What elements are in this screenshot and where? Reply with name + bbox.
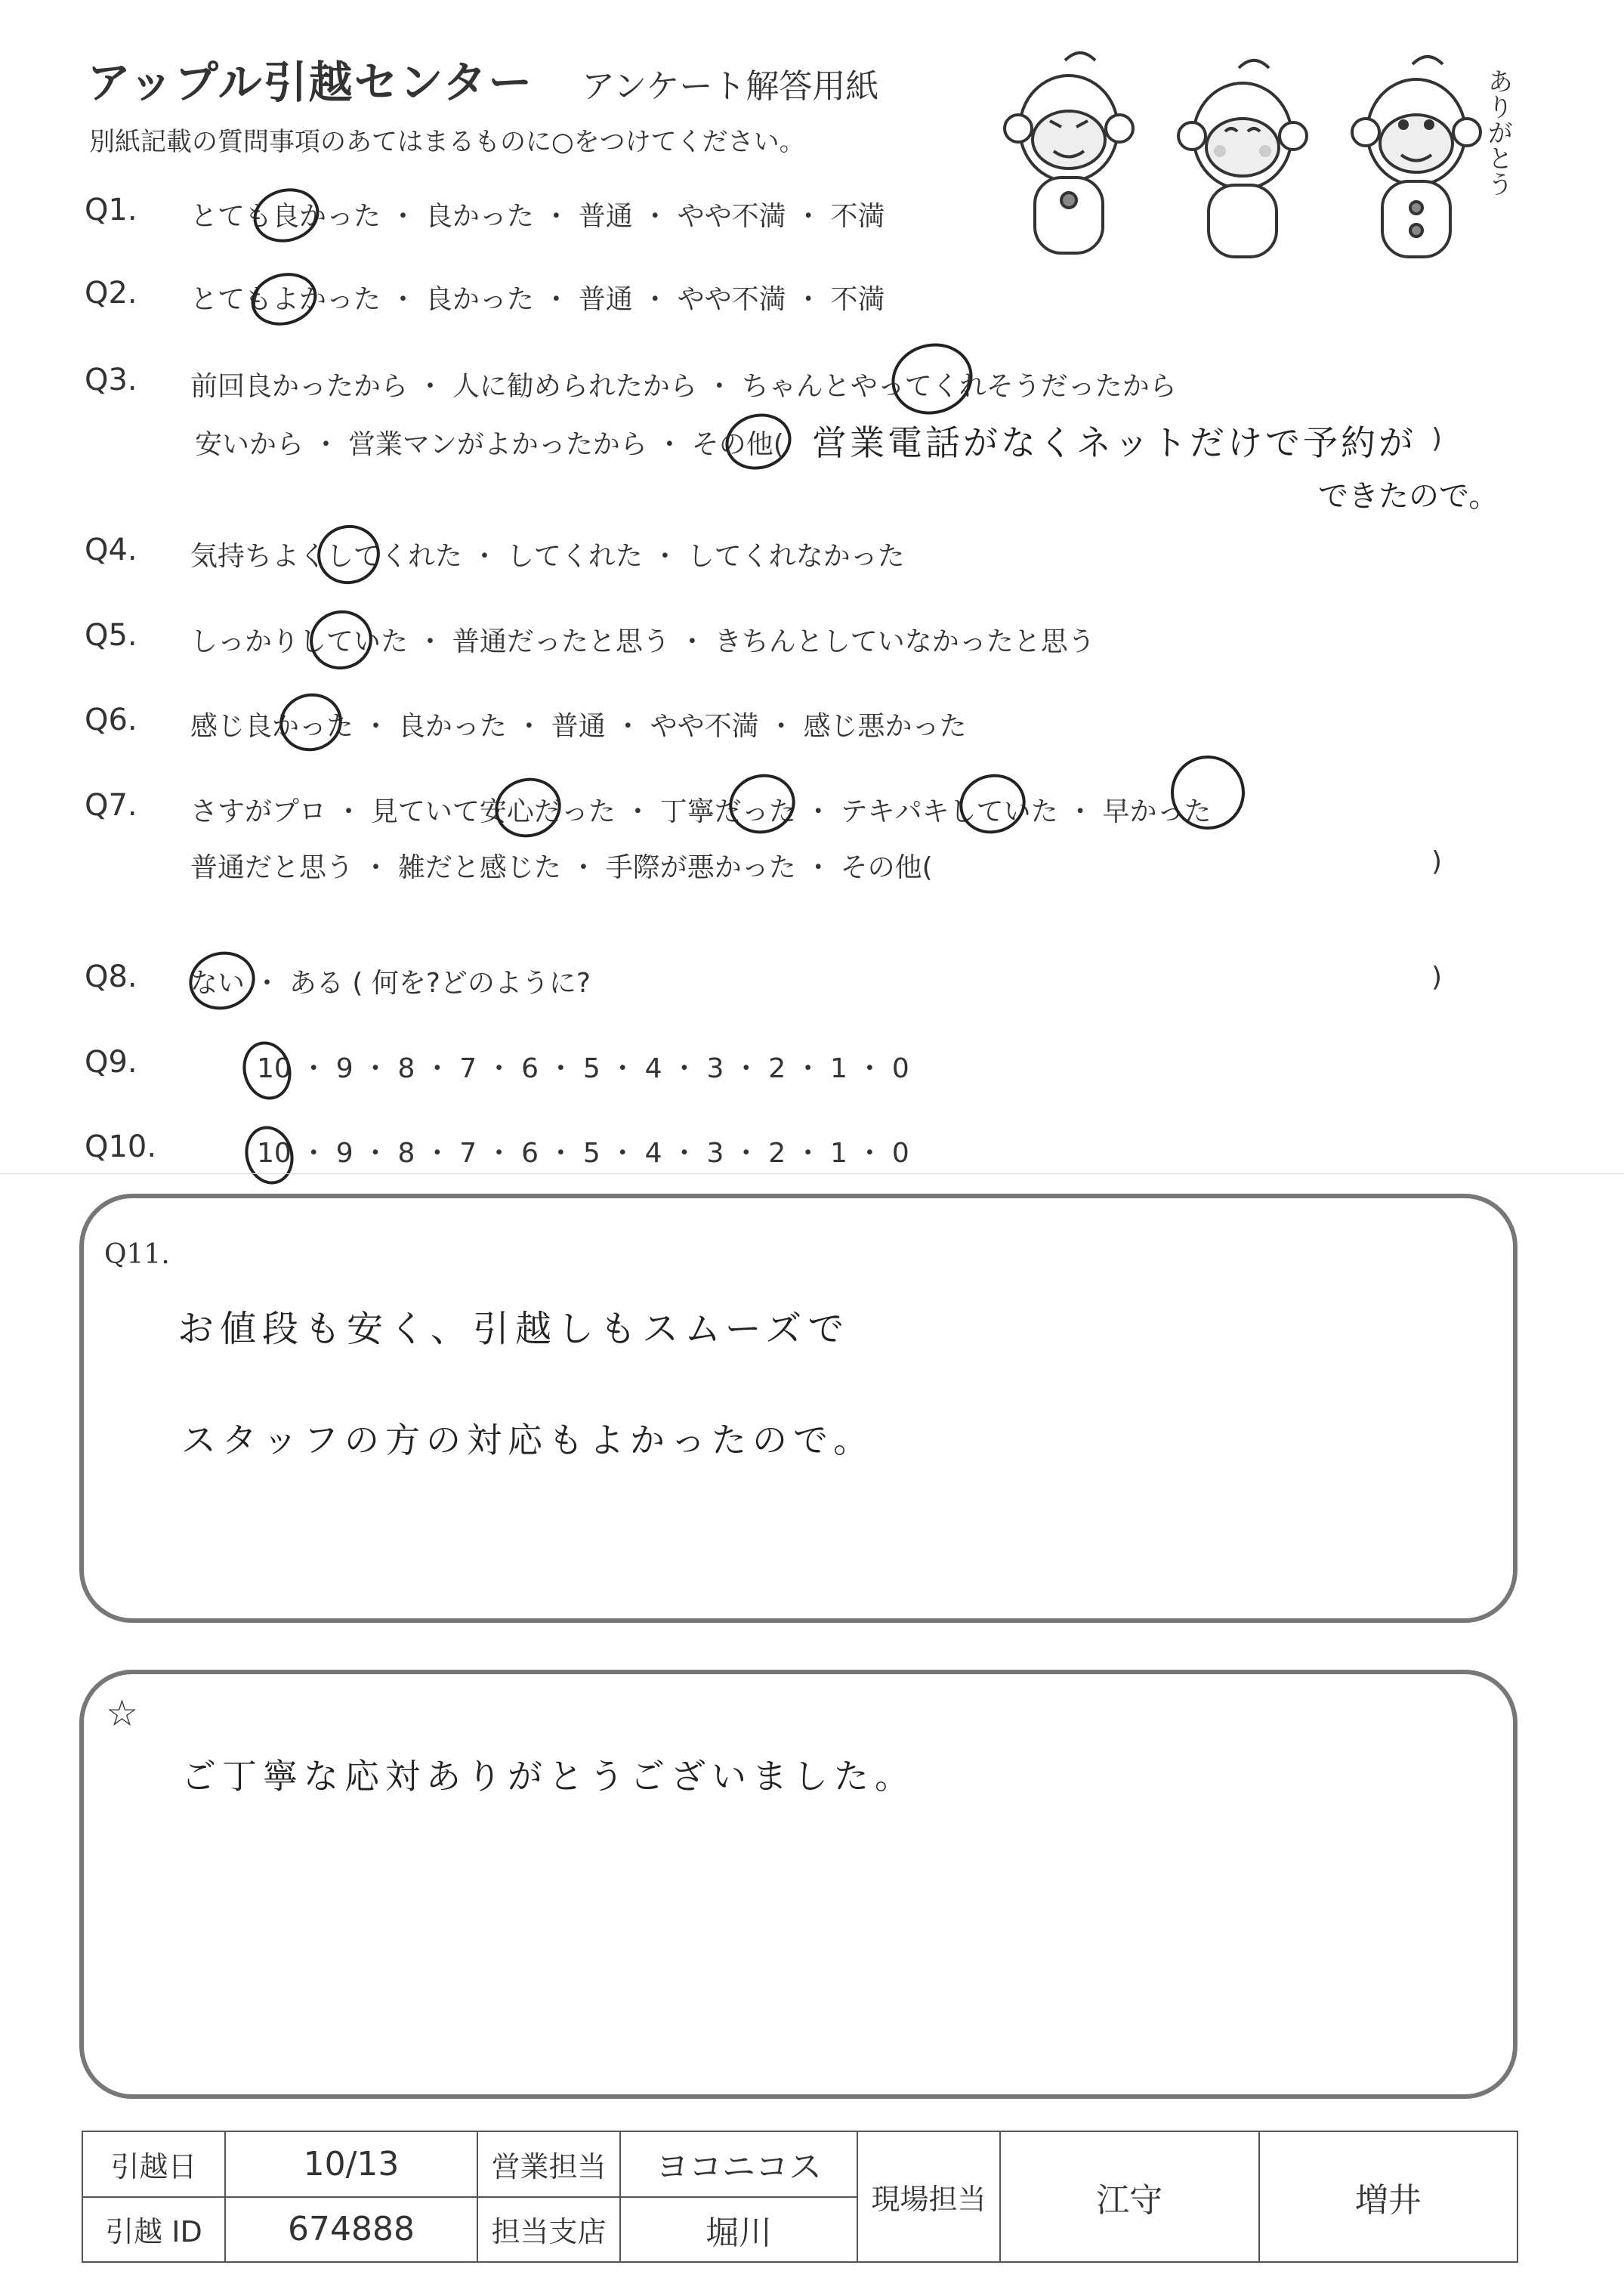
q11-answer-box	[79, 1194, 1517, 1623]
answer-circle-q7-b	[722, 767, 801, 841]
q3-close-paren: )	[1431, 423, 1443, 454]
sales-rep-label: 営業担当	[477, 2131, 620, 2197]
answer-circle-q2	[245, 266, 323, 332]
q7-close-paren: )	[1431, 846, 1443, 877]
footer-info-table	[82, 2131, 1518, 2263]
answer-circle-q9	[236, 1036, 298, 1105]
q3-label: Q3.	[85, 363, 137, 397]
q3-options-2: 安いから ・ 営業マンがよかったから ・ その他(	[195, 429, 784, 460]
answer-circle-q4	[310, 518, 386, 592]
q3-other-answer: 営業電話がなくネットだけで予約が	[812, 422, 1416, 463]
field-staff-label: 現場担当	[857, 2131, 1000, 2262]
q10-label: Q10.	[85, 1130, 157, 1164]
answer-circle-q6	[273, 687, 349, 759]
q9-label: Q9.	[85, 1045, 137, 1080]
q10-options: 10 ・ 9 ・ 8 ・ 7 ・ 6 ・ 5 ・ 4 ・ 3 ・ 2 ・ 1 ・ 0	[257, 1138, 909, 1169]
answer-circle-q7-a	[488, 771, 567, 845]
answer-circle-q3-other	[719, 406, 798, 477]
answer-circle-q5	[303, 604, 378, 677]
company-name: アップル引越センター	[87, 57, 534, 108]
q11-answer-line-1: お値段も安く、引越しもスムーズで	[178, 1308, 851, 1350]
q4-label: Q4.	[85, 533, 137, 567]
q5-label: Q5.	[85, 618, 137, 653]
q1-options: とても良かった ・ 良かった ・ 普通 ・ やや不満 ・ 不満	[190, 201, 885, 232]
comment-text: ご丁寧な応対ありがとうございました。	[181, 1756, 915, 1797]
fold-line	[0, 1173, 1624, 1174]
branch-label: 担当支店	[477, 2197, 620, 2263]
q5-options: しっかりしていた ・ 普通だったと思う ・ きちんとしていなかったと思う	[190, 626, 1095, 657]
q1-label: Q1.	[85, 193, 137, 227]
mascot-illustration	[982, 45, 1526, 264]
q7-label: Q7.	[85, 788, 137, 823]
q3-options: 前回良かったから ・ 人に勧められたから ・ ちゃんとやってくれそうだったから	[190, 371, 1177, 402]
field-staff-value-2: 増井	[1259, 2131, 1518, 2262]
q7-options: さすがプロ ・ 見ていて安心だった ・ 丁寧だった ・ テキパキしていた ・ 早かった	[190, 796, 1212, 827]
q9-options: 10 ・ 9 ・ 8 ・ 7 ・ 6 ・ 5 ・ 4 ・ 3 ・ 2 ・ 1 ・ 0	[257, 1053, 909, 1084]
answer-circle-q7-c	[952, 767, 1032, 841]
field-staff-value-1: 江守	[1000, 2131, 1259, 2262]
move-id-value: 674888	[225, 2197, 477, 2263]
q6-options: 感じ良かった ・ 良かった ・ 普通 ・ やや不満 ・ 感じ悪かった	[190, 711, 967, 742]
q11-label: Q11.	[104, 1239, 170, 1270]
q8-close-paren: )	[1431, 962, 1443, 993]
star-icon: ☆	[106, 1692, 139, 1735]
q8-options: ない ・ ある ( 何を?どのように?	[190, 968, 591, 999]
q7-options-2: 普通だと思う ・ 雑だと感じた ・ 手際が悪かった ・ その他(	[190, 852, 933, 883]
q6-label: Q6.	[85, 703, 137, 737]
q2-options: とてもよかった ・ 良かった ・ 普通 ・ やや不満 ・ 不満	[190, 284, 885, 315]
mascot-caption: ありがとう	[1483, 68, 1513, 196]
branch-value: 堀川	[620, 2197, 857, 2263]
form-title: アンケート解答用紙	[582, 67, 879, 106]
q11-answer-line-2: スタッフの方の対応もよかったので。	[181, 1420, 875, 1460]
q3-other-answer-2: できたので。	[1318, 479, 1499, 514]
move-date-label: 引越日	[82, 2131, 225, 2197]
q8-label: Q8.	[85, 960, 137, 994]
q2-label: Q2.	[85, 276, 137, 311]
comment-box	[79, 1670, 1517, 2099]
answer-circle-q10	[239, 1120, 300, 1190]
answer-circle-q3	[884, 335, 980, 424]
move-date-value: 10/13	[225, 2131, 477, 2197]
move-id-label: 引越 ID	[82, 2197, 225, 2263]
instructions: 別紙記載の質問事項のあてはまるものに○をつけてください。	[89, 127, 805, 157]
sales-rep-value: ヨコニコス	[620, 2131, 857, 2197]
q4-options: 気持ちよくしてくれた ・ してくれた ・ してくれなかった	[190, 541, 905, 572]
answer-circle-q8	[183, 944, 262, 1017]
answer-circle-q1	[247, 181, 325, 249]
